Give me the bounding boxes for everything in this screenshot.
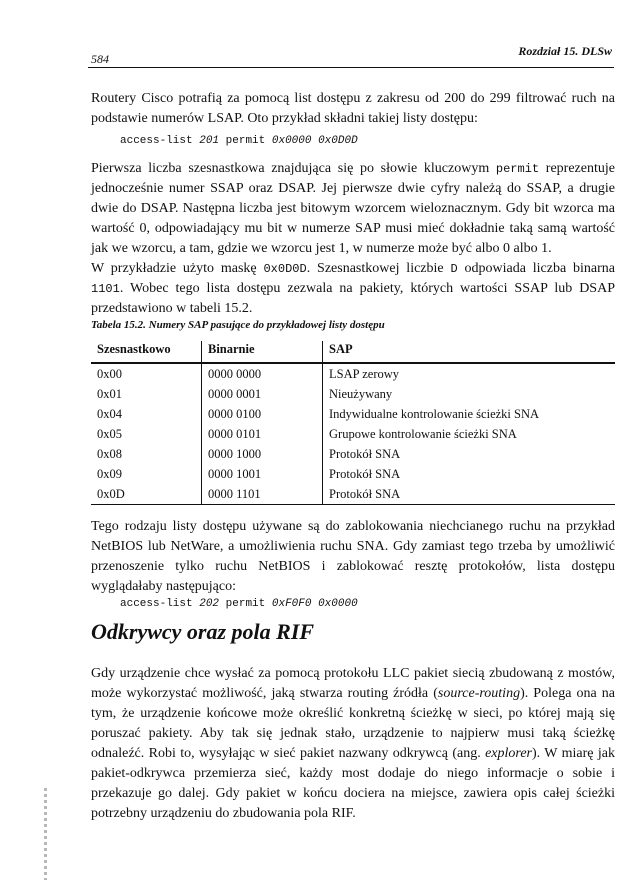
cell-binary: 0000 1001 xyxy=(202,464,323,484)
section-heading: Odkrywcy oraz pola RIF xyxy=(91,619,315,644)
paragraph-mask-example: W przykładzie użyto maskę 0x0D0D. Szesnastkowej liczbie D odpowiada liczba binarna 1101. Wobec tego lista dostępu zezwala na pakiety, których wartości SSAP lub DSAP przedstawiono w tabeli 15.2. xyxy=(91,261,615,316)
scan-edge-artifact xyxy=(44,788,47,880)
code-command: permit xyxy=(225,598,266,610)
cell-hex: 0x0D xyxy=(91,484,202,505)
page-number: 584 xyxy=(91,52,109,66)
cell-binary: 0000 0101 xyxy=(202,424,323,444)
cell-hex: 0x05 xyxy=(97,426,122,441)
cell-binary: 0000 1101 xyxy=(202,484,323,505)
cell-hex: 0x09 xyxy=(97,466,122,481)
table-row xyxy=(91,404,615,424)
paragraph-netbios: Tego rodzaju listy dostępu używane są do zablokowania niechcianego ruchu na przykład NetBIOS lub NetWare, a umożliwienia ruchu SNA. Gdy zamiast tego trzeba by umożliwić przenoszenie tylko ruchu NetBIOS i zablokować resztę protokołów, lista dostępu wyglądałaby następująco: xyxy=(91,519,615,594)
cell-sap: Protokół SNA xyxy=(323,464,616,484)
table-row xyxy=(91,464,615,484)
cell-sap: Grupowe kontrolowanie ścieżki SNA xyxy=(323,424,616,444)
column-header-sap: SAP xyxy=(323,341,616,363)
code-example-201 xyxy=(120,135,358,147)
cell-sap: Protokół SNA xyxy=(323,484,616,505)
table-row xyxy=(91,484,615,505)
cell-hex: 0x01 xyxy=(97,386,122,401)
paragraph-explorers: Gdy urządzenie chce wysłać za pomocą protokołu LLC pakiet siecią zbudowaną z mostów, może wykorzystać możliwość, jaką stwarza routing źródła (source-routing). Polega ona na tym, że urządzenie końcowe może określić konkretną ścieżkę w sieci, po której mają się poruszać pakiety. Aby tak się jednak stało, urządzenie to najpierw musi taką ścieżkę odnaleźć. Robi to, wysyłając w sieć pakiet nazwany odkrywcą (ang. explorer). W miarę jak pakiet-odkrywca przemierza sieć, każdy most dodaje do niego informacje o sobie i przekazuje go dalej. Gdy pakiet w końcu dociera na miejsce, zawiera opis całej ścieżki potrzebny urządzeniu do zbudowania pola RIF. xyxy=(91,666,615,821)
term-source-routing: source-routing xyxy=(437,686,521,701)
cell-hex: 0x08 xyxy=(97,446,122,461)
cell-binary: 0000 0000 xyxy=(202,363,323,384)
table-header-row xyxy=(91,341,615,363)
table-row xyxy=(91,384,615,404)
table-row xyxy=(91,444,615,464)
code-keyword: access-list xyxy=(120,598,193,610)
inline-code-mask: 0x0D0D xyxy=(263,262,307,276)
cell-sap: LSAP zerowy xyxy=(323,363,616,384)
running-header-chapter: Rozdział 15. DLSw xyxy=(518,44,612,58)
paragraph-intro: Routery Cisco potrafią za pomocą list dostępu z zakresu od 200 do 299 filtrować ruch na podstawie numerów LSAP. Oto przykład składni takiej listy dostępu: xyxy=(91,91,615,126)
sap-table xyxy=(91,341,615,505)
code-arguments: 0xF0F0 0x0000 xyxy=(271,598,358,610)
header-rule xyxy=(88,67,614,68)
cell-binary: 0000 0001 xyxy=(202,384,323,404)
cell-binary: 0000 0100 xyxy=(202,404,323,424)
paragraph-permit-explanation: Pierwsza liczba szesnastkowa znajdująca się po słowie kluczowym permit reprezentuje jednocześnie numer SSAP oraz DSAP. Jej pierwsze dwie cyfry należą do SSAP, a drugie dwie do DSAP. Następna liczba jest bitowym wzorcem wieloznacznym. Gdy bit wzorca ma wartość 0, odpowiadający mu bit w numerze SAP musi mieć dokładnie taką samą wartość jak we wzorcu, a tam, gdzie we wzorcu jest 1, w numerze może być albo 0 albo 1. xyxy=(91,161,615,256)
cell-sap: Indywidualne kontrolowanie ścieżki SNA xyxy=(323,404,616,424)
term-explorer: explorer xyxy=(485,746,532,761)
table-row xyxy=(91,363,615,384)
table-caption: Tabela 15.2. Numery SAP pasujące do przykładowej listy dostępu xyxy=(91,319,385,331)
inline-code-permit: permit xyxy=(495,162,540,176)
code-example-202 xyxy=(120,598,358,610)
table-row xyxy=(91,424,615,444)
code-list-number: 201 xyxy=(199,135,220,147)
code-arguments: 0x0000 0x0D0D xyxy=(271,135,358,147)
code-list-number: 202 xyxy=(199,598,220,610)
cell-hex: 0x04 xyxy=(97,406,122,421)
code-keyword: access-list xyxy=(120,135,193,147)
column-header-binary: Binarnie xyxy=(202,341,323,363)
inline-code-binary: 1101 xyxy=(91,282,120,296)
cell-sap: Protokół SNA xyxy=(323,444,616,464)
inline-code-d: D xyxy=(450,262,458,276)
cell-binary: 0000 1000 xyxy=(202,444,323,464)
cell-hex: 0x00 xyxy=(97,366,122,381)
column-header-hex: Szesnastkowo xyxy=(91,341,202,363)
code-command: permit xyxy=(225,135,266,147)
cell-sap: Nieużywany xyxy=(323,384,616,404)
